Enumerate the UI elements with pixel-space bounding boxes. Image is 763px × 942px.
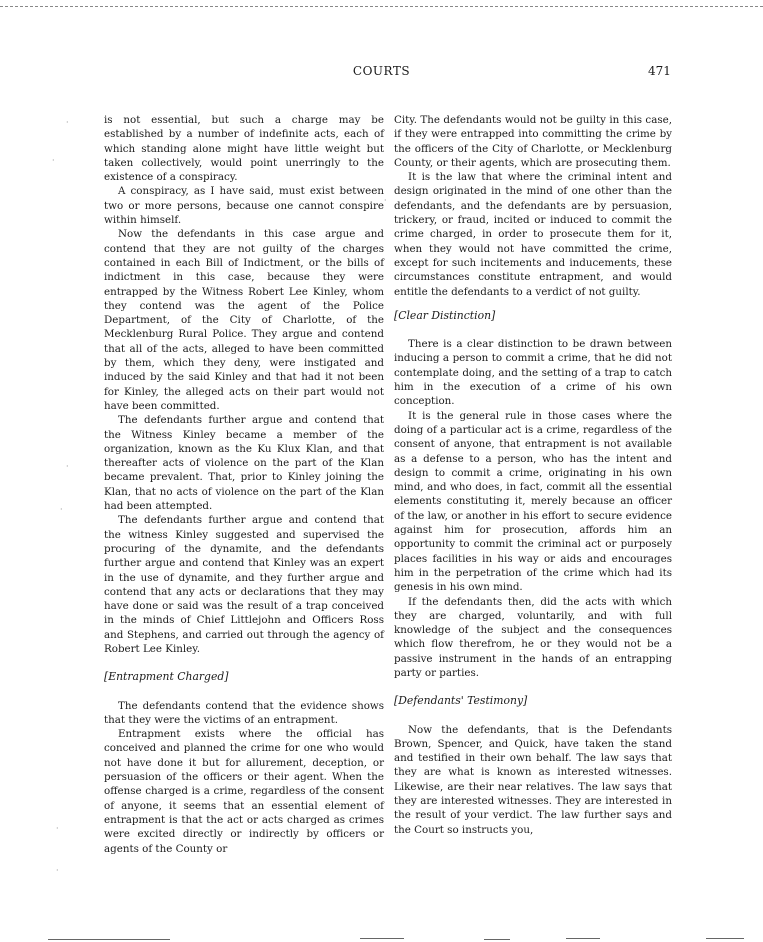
paragraph: There is a clear distinction to be drawn between inducing a person to commit a crime, that he did not contemplate doing, and the setting of a trap to catch him in the execution of a crime of his own conception.	[394, 338, 672, 408]
paragraph: Entrapment exists where the official has conceived and planned the crime for one who would not have done it but for allurement, deception, or persuasion of the officers or their agent. When the offense charged is a crime, regardless of the consent of anyone, it seems that an essential element of entrapment is that the act or acts charged as crimes were excited directly or indirectly by officers or agents of the County or	[104, 728, 384, 855]
paragraph: is not essential, but such a charge may be established by a number of indefinite acts, each of which standing alone might have little weight but taken collectively, would point unerringly to the existence of a conspiracy.	[104, 114, 384, 184]
running-title: COURTS	[352, 64, 411, 78]
scan-edge-line	[360, 938, 404, 939]
paragraph: It is the law that where the criminal intent and design originated in the mind of one other than the defendants, and the defendants are by persuasion, trickery, or fraud, incited or induced to commit the crime charged, in order to prosecute them for it, when they would not have committed the crime, except for such incitements and inducements, these circumstances constitute entrapment, and would entitle the defendants to a verdict of not guilty.	[394, 171, 672, 298]
paragraph: City. The defendants would not be guilty in this case, if they were entrapped into committing the crime by the officers of the City of Charlotte, or Mecklenburg County, or their agents, which are prosecuting them.	[394, 114, 672, 169]
page-header	[0, 64, 763, 82]
paragraph: Now the defendants in this case argue and contend that they are not guilty of the charges contained in each Bill of Indictment, or the bills of indictment in this case, because they were entrapped by the Witness Robert Lee Kinley, whom they contend was the agent of the Police Department, of the City of Charlotte, of the Mecklenburg Rural Police. They argue and contend that all of the acts, alleged to have been committed by them, which they deny, were instigated and induced by the said Kinley and that had it not been for Kinley, the alleged acts on their part would not have been committed.	[104, 228, 384, 412]
scan-speck: ·	[52, 156, 55, 165]
page-top-border	[0, 6, 763, 7]
paragraph: The defendants further argue and contend that the witness Kinley suggested and supervised the procuring of the dynamite, and the defendants further argue and contend that Kinley was an expert in the use of dynamite, and they further argue and contend that any acts or declarations that they may have done or said was the result of a trap conceived in the minds of Chief Littlejohn and Officers Ross and Stephens, and carried out through the agency of Robert Lee Kinley.	[104, 514, 384, 655]
scan-edge-line	[706, 938, 744, 939]
page-number: 471	[648, 64, 671, 78]
left-column	[104, 113, 384, 856]
scan-speck: ·	[66, 462, 69, 471]
scan-edge-line	[484, 939, 510, 940]
scan-speck: ·	[56, 866, 59, 875]
scan-edge-line	[566, 938, 600, 939]
paragraph: The defendants further argue and contend that the Witness Kinley became a member of the organization, known as the Ku Klux Klan, and that thereafter acts of violence on the part of the Klan became prevalent. That, prior to Kinley joining the Klan, that no acts of violence on the part of the Klan had been attempted.	[104, 414, 384, 513]
scan-edge-line	[48, 939, 170, 940]
paragraph: If the defendants then, did the acts with which they are charged, voluntarily, and with full knowledge of the subject and the consequences which flow therefrom, he or they would not be a passive instrument in the hands of an entrapping party or parties.	[394, 595, 672, 679]
section-heading: [Defendants' Testimony]	[394, 694, 528, 708]
scan-speck: ·	[56, 824, 59, 833]
paragraph: The defendants contend that the evidence shows that they were the victims of an entrapment.	[104, 699, 384, 726]
scan-speck: ·	[60, 505, 63, 514]
scan-speck: ·	[66, 118, 69, 127]
paragraph: Now the defendants, that is the Defendants Brown, Spencer, and Quick, have taken the stand and testified in their own behalf. The law says that they are what is known as interested witnesses. Likewise, are their near relatives. The law says that they are interested witnesses. They are interested in the result of your verdict. The law further says and the Court so instructs you,	[394, 723, 672, 836]
scan-speck: ·	[384, 196, 387, 205]
section-heading: [Clear Distinction]	[394, 308, 496, 322]
paragraph: It is the general rule in those cases where the doing of a particular act is a crime, regardless of the consent of anyone, that entrapment is not available as a defense to a person, who has the intent and design to commit a crime, originating in his own mind, and who does, in fact, commit all the essential elements constituting it, merely because an officer of the law, or another in his effort to secure evidence against him for prosecution, affords him an opportunity to commit the criminal act or purposely places facilities in his way or aids and encourages him in the perpetration of the crime which had its genesis in his own mind.	[394, 409, 672, 594]
paragraph: A conspiracy, as I have said, must exist between two or more persons, because one cannot conspire within himself.	[104, 185, 384, 227]
right-column	[394, 113, 672, 837]
section-heading: [Entrapment Charged]	[104, 670, 229, 684]
